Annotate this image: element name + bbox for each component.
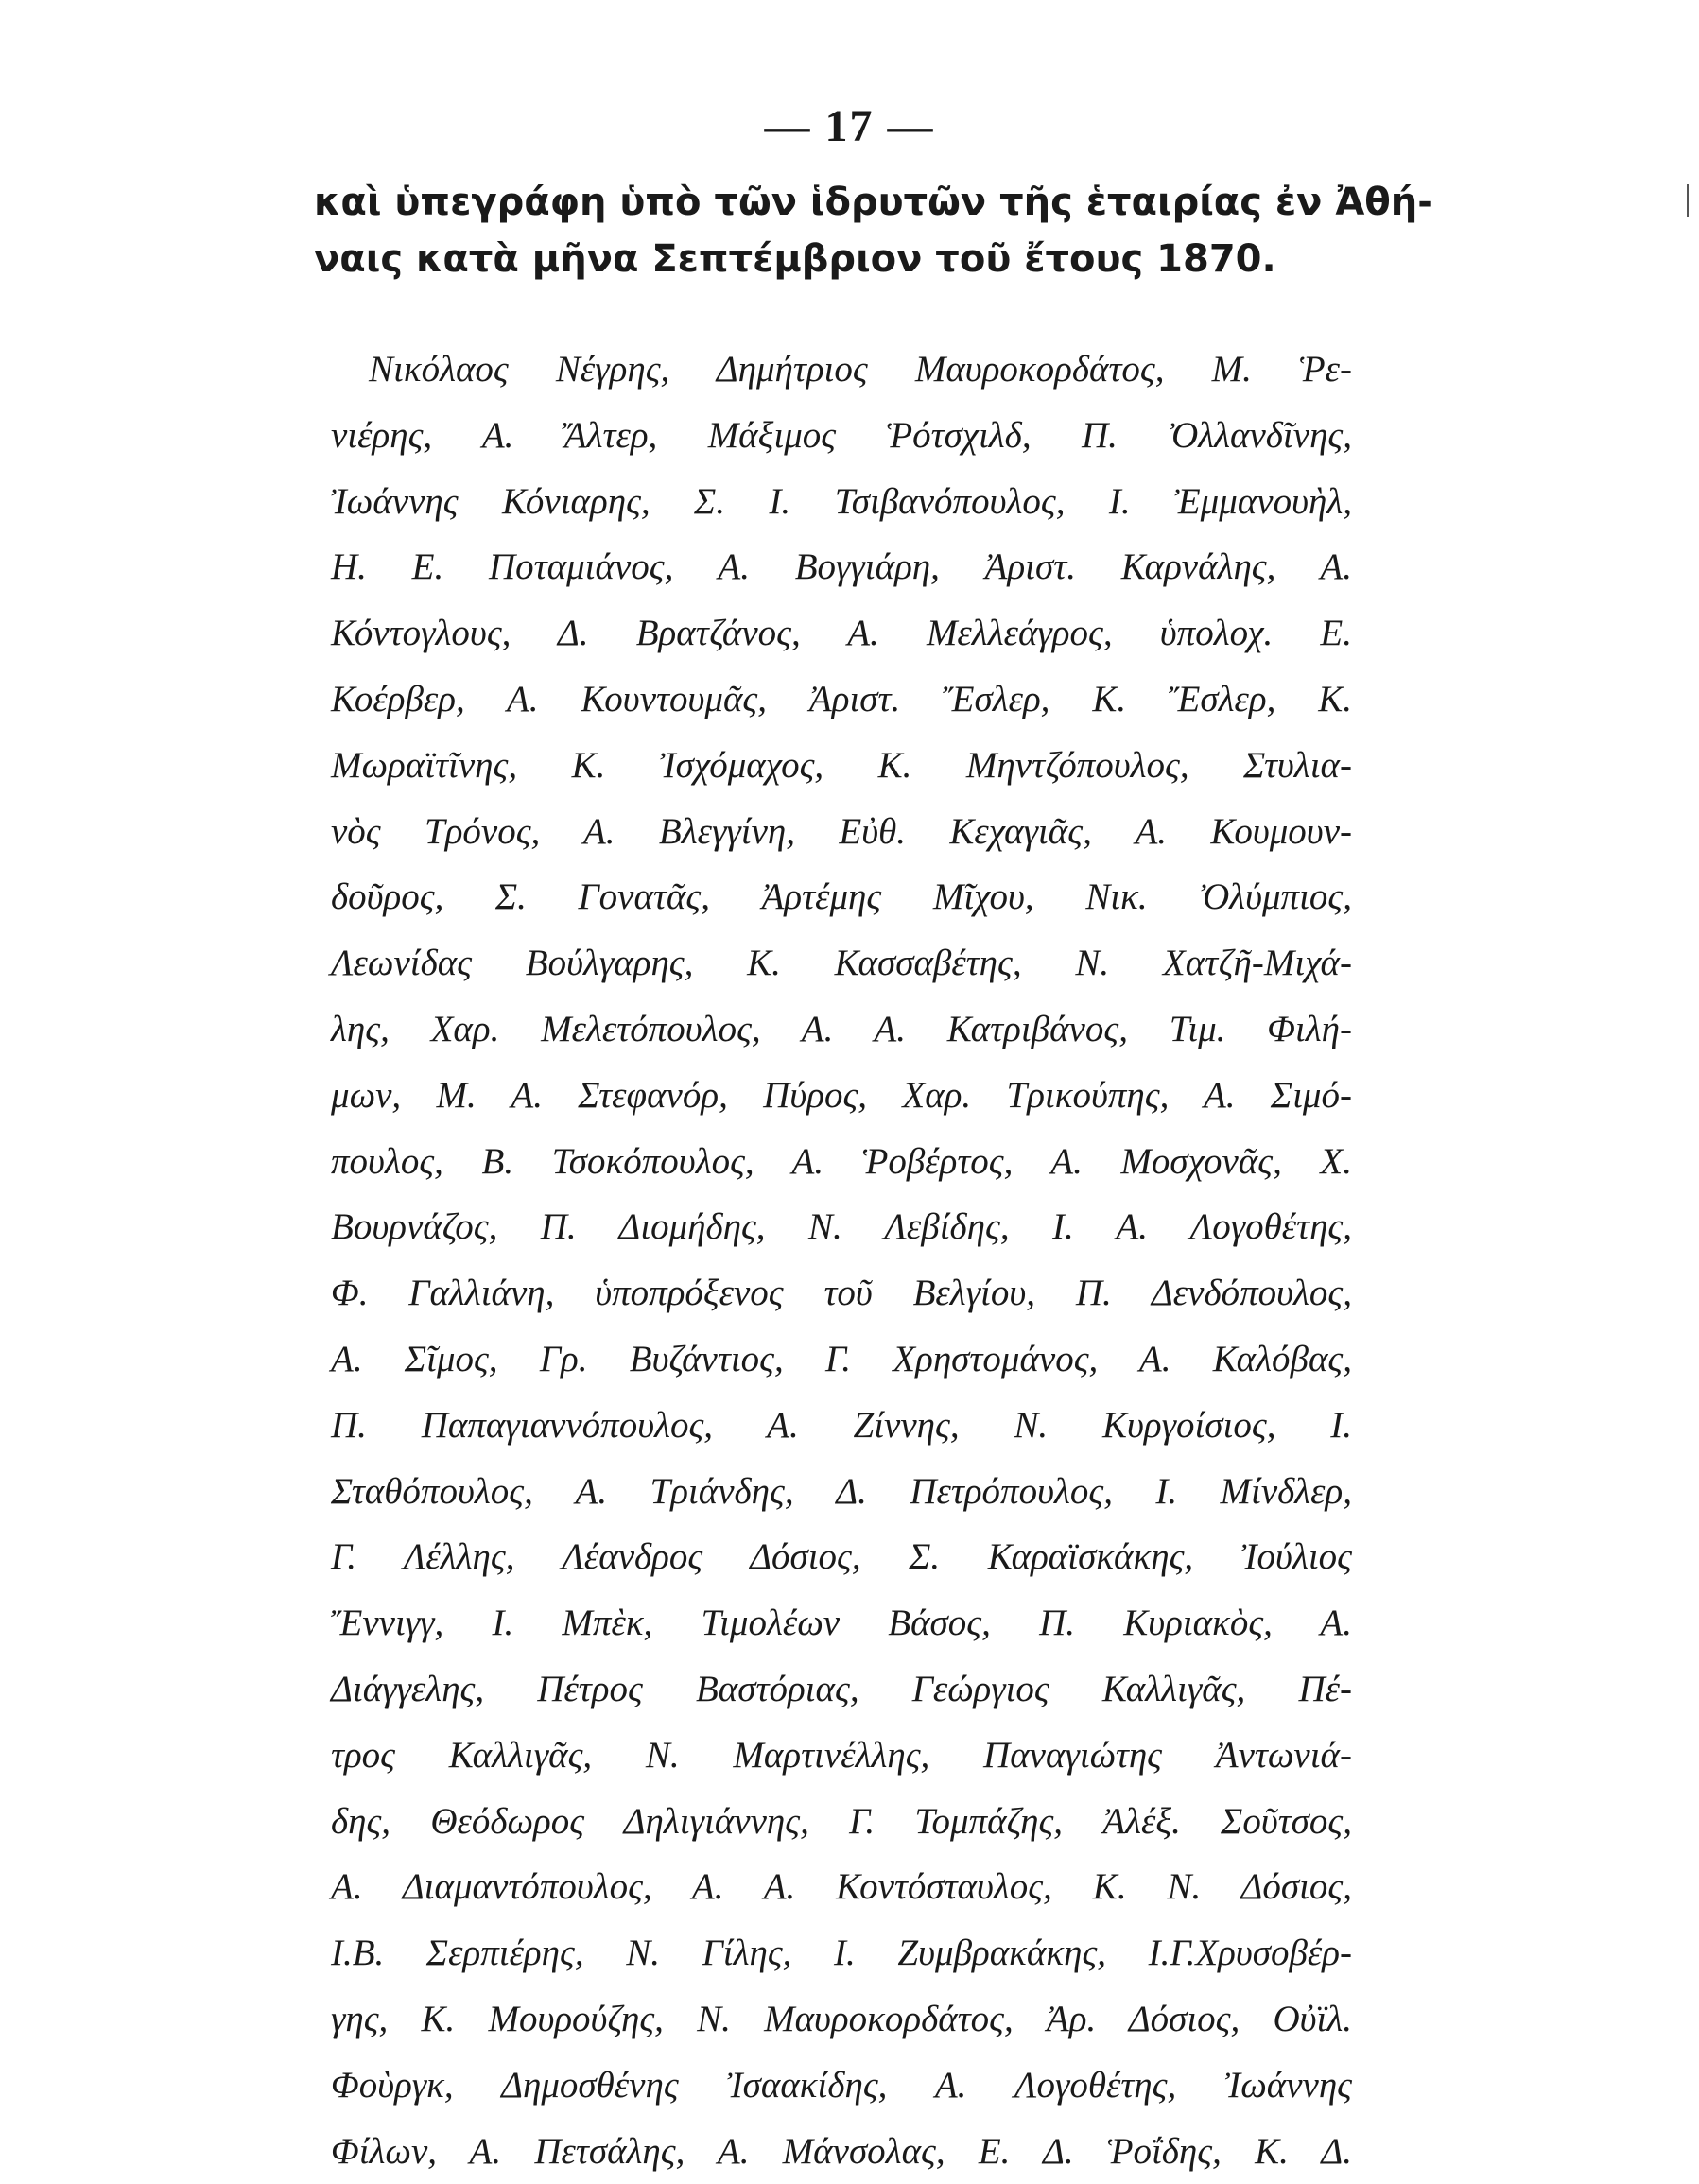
names-line: Λεωνίδας Βούλγαρης, Κ. Κασσαβέτης, Ν. Χατζῆ-Μιχά-	[331, 943, 1352, 984]
names-line: τρος Καλλιγᾶς, Ν. Μαρτινέλλης, Παναγιώτης Ἀντωνιά-	[331, 1734, 1352, 1776]
names-line: Διάγγελης, Πέτρος Βαστόριας, Γεώργιος Καλλιγᾶς, Πέ-	[331, 1668, 1352, 1709]
names-line: Φ. Γαλλιάνη, ὑποπρόξενος τοῦ Βελγίου, Π. Δενδόπουλος,	[331, 1273, 1352, 1314]
names-line: γης, Κ. Μουρούζης, Ν. Μαυροκορδάτος, Ἀρ. Δόσιος, Οὐϊλ.	[331, 1998, 1352, 2039]
names-line: Φίλων, Α. Πετσάλης, Α. Μάνσολας, Ε. Δ. Ῥοΐδης, Κ. Δ.	[331, 2130, 1352, 2172]
names-line: Ἰωάννης Κόνιαρης, Σ. Ι. Τσιβανόπουλος, Ι. Ἐμμανουὴλ,	[331, 480, 1352, 522]
names-line: Φοὺργκ, Δημοσθένης Ἰσαακίδης, Α. Λογοθέτης, Ἰωάννης	[331, 2064, 1352, 2106]
names-line: Α. Διαμαντόπουλος, Α. Α. Κοντόσταυλος, Κ. Ν. Δόσιος,	[331, 1866, 1352, 1908]
names-line: Π. Παπαγιαννόπουλος, Α. Ζίννης, Ν. Κυργοίσιος, Ι.	[331, 1404, 1352, 1446]
names-line: Βουρνάζος, Π. Διομήδης, Ν. Λεβίδης, Ι. Α. Λογοθέτης,	[331, 1206, 1352, 1248]
names-line: νιέρης, Α. Ἄλτερ, Μάξιμος Ῥότσχιλδ, Π. Ὀλλανδῖνης,	[331, 414, 1352, 456]
names-line: δοῦρος, Σ. Γονατᾶς, Ἀρτέμης Μῖχου, Νικ. Ὀλύμπιος,	[331, 876, 1352, 918]
intro-line: καὶ ὑπεγράφη ὑπὸ τῶν ἱδρυτῶν τῆς ἑταιρίας ἐν Ἀθή-	[314, 181, 1433, 224]
names-line: Σταθόπουλος, Α. Τριάνδης, Δ. Πετρόπουλος, Ι. Μίνδλερ,	[331, 1470, 1352, 1512]
names-line: Κοέρβερ, Α. Κουντουμᾶς, Ἀριστ. Ἔσλερ, Κ. Ἔσλερ, Κ.	[331, 678, 1352, 719]
names-line: Α. Σῖμος, Γρ. Βυζάντιος, Γ. Χρηστομάνος, Α. Καλόβας,	[331, 1338, 1352, 1379]
names-line: Νικόλαος Νέγρης, Δημήτριος Μαυροκορδάτος, Μ. Ῥε-	[369, 349, 1352, 390]
names-line: Ἔννιγγ, Ι. Μπὲκ, Τιμολέων Βάσος, Π. Κυριακὸς, Α.	[331, 1603, 1352, 1644]
names-line: πουλος, Β. Τσοκόπουλος, Α. Ῥοβέρτος, Α. Μοσχονᾶς, Χ.	[331, 1140, 1352, 1182]
names-line: λης, Χαρ. Μελετόπουλος, Α. Α. Κατριβάνος, Τιμ. Φιλή-	[331, 1008, 1352, 1049]
intro-paragraph	[314, 174, 1433, 287]
names-line: Ι.Β. Σερπιέρης, Ν. Γίλης, Ι. Ζυμβρακάκης, Ι.Γ.Χρυσοβέρ-	[331, 1933, 1352, 1974]
names-line: νὸς Τρόνος, Α. Βλεγγίνη, Εὐθ. Κεχαγιᾶς, Α. Κουμουν-	[331, 810, 1352, 852]
names-line: δης, Θεόδωρος Δηλιγιάννης, Γ. Τομπάζης, Ἀλέξ. Σοῦτσος,	[331, 1800, 1352, 1842]
signatories-list	[331, 337, 1352, 2184]
page-number: — 17 —	[764, 101, 935, 151]
names-line: Η. Ε. Ποταμιάνος, Α. Βογγιάρη, Ἀριστ. Καρνάλης, Α.	[331, 546, 1352, 588]
names-line: Κόντογλους, Δ. Βρατζάνος, Α. Μελλεάγρος, ὑπολοχ. Ε.	[331, 613, 1352, 654]
names-line: Γ. Λέλλης, Λέανδρος Δόσιος, Σ. Καραϊσκάκης, Ἰούλιος	[331, 1536, 1352, 1578]
names-line: μων, Μ. Α. Στεφανόρ, Πύρος, Χαρ. Τρικούπης, Α. Σιμό-	[331, 1074, 1352, 1116]
intro-line: ναις κατὰ μῆνα Σεπτέμβριον τοῦ ἔτους 1870.	[314, 237, 1276, 281]
names-line: Μωραϊτῖνης, Κ. Ἰσχόμαχος, Κ. Μηντζόπουλος, Στυλια-	[331, 744, 1352, 786]
margin-mark	[1687, 184, 1689, 217]
